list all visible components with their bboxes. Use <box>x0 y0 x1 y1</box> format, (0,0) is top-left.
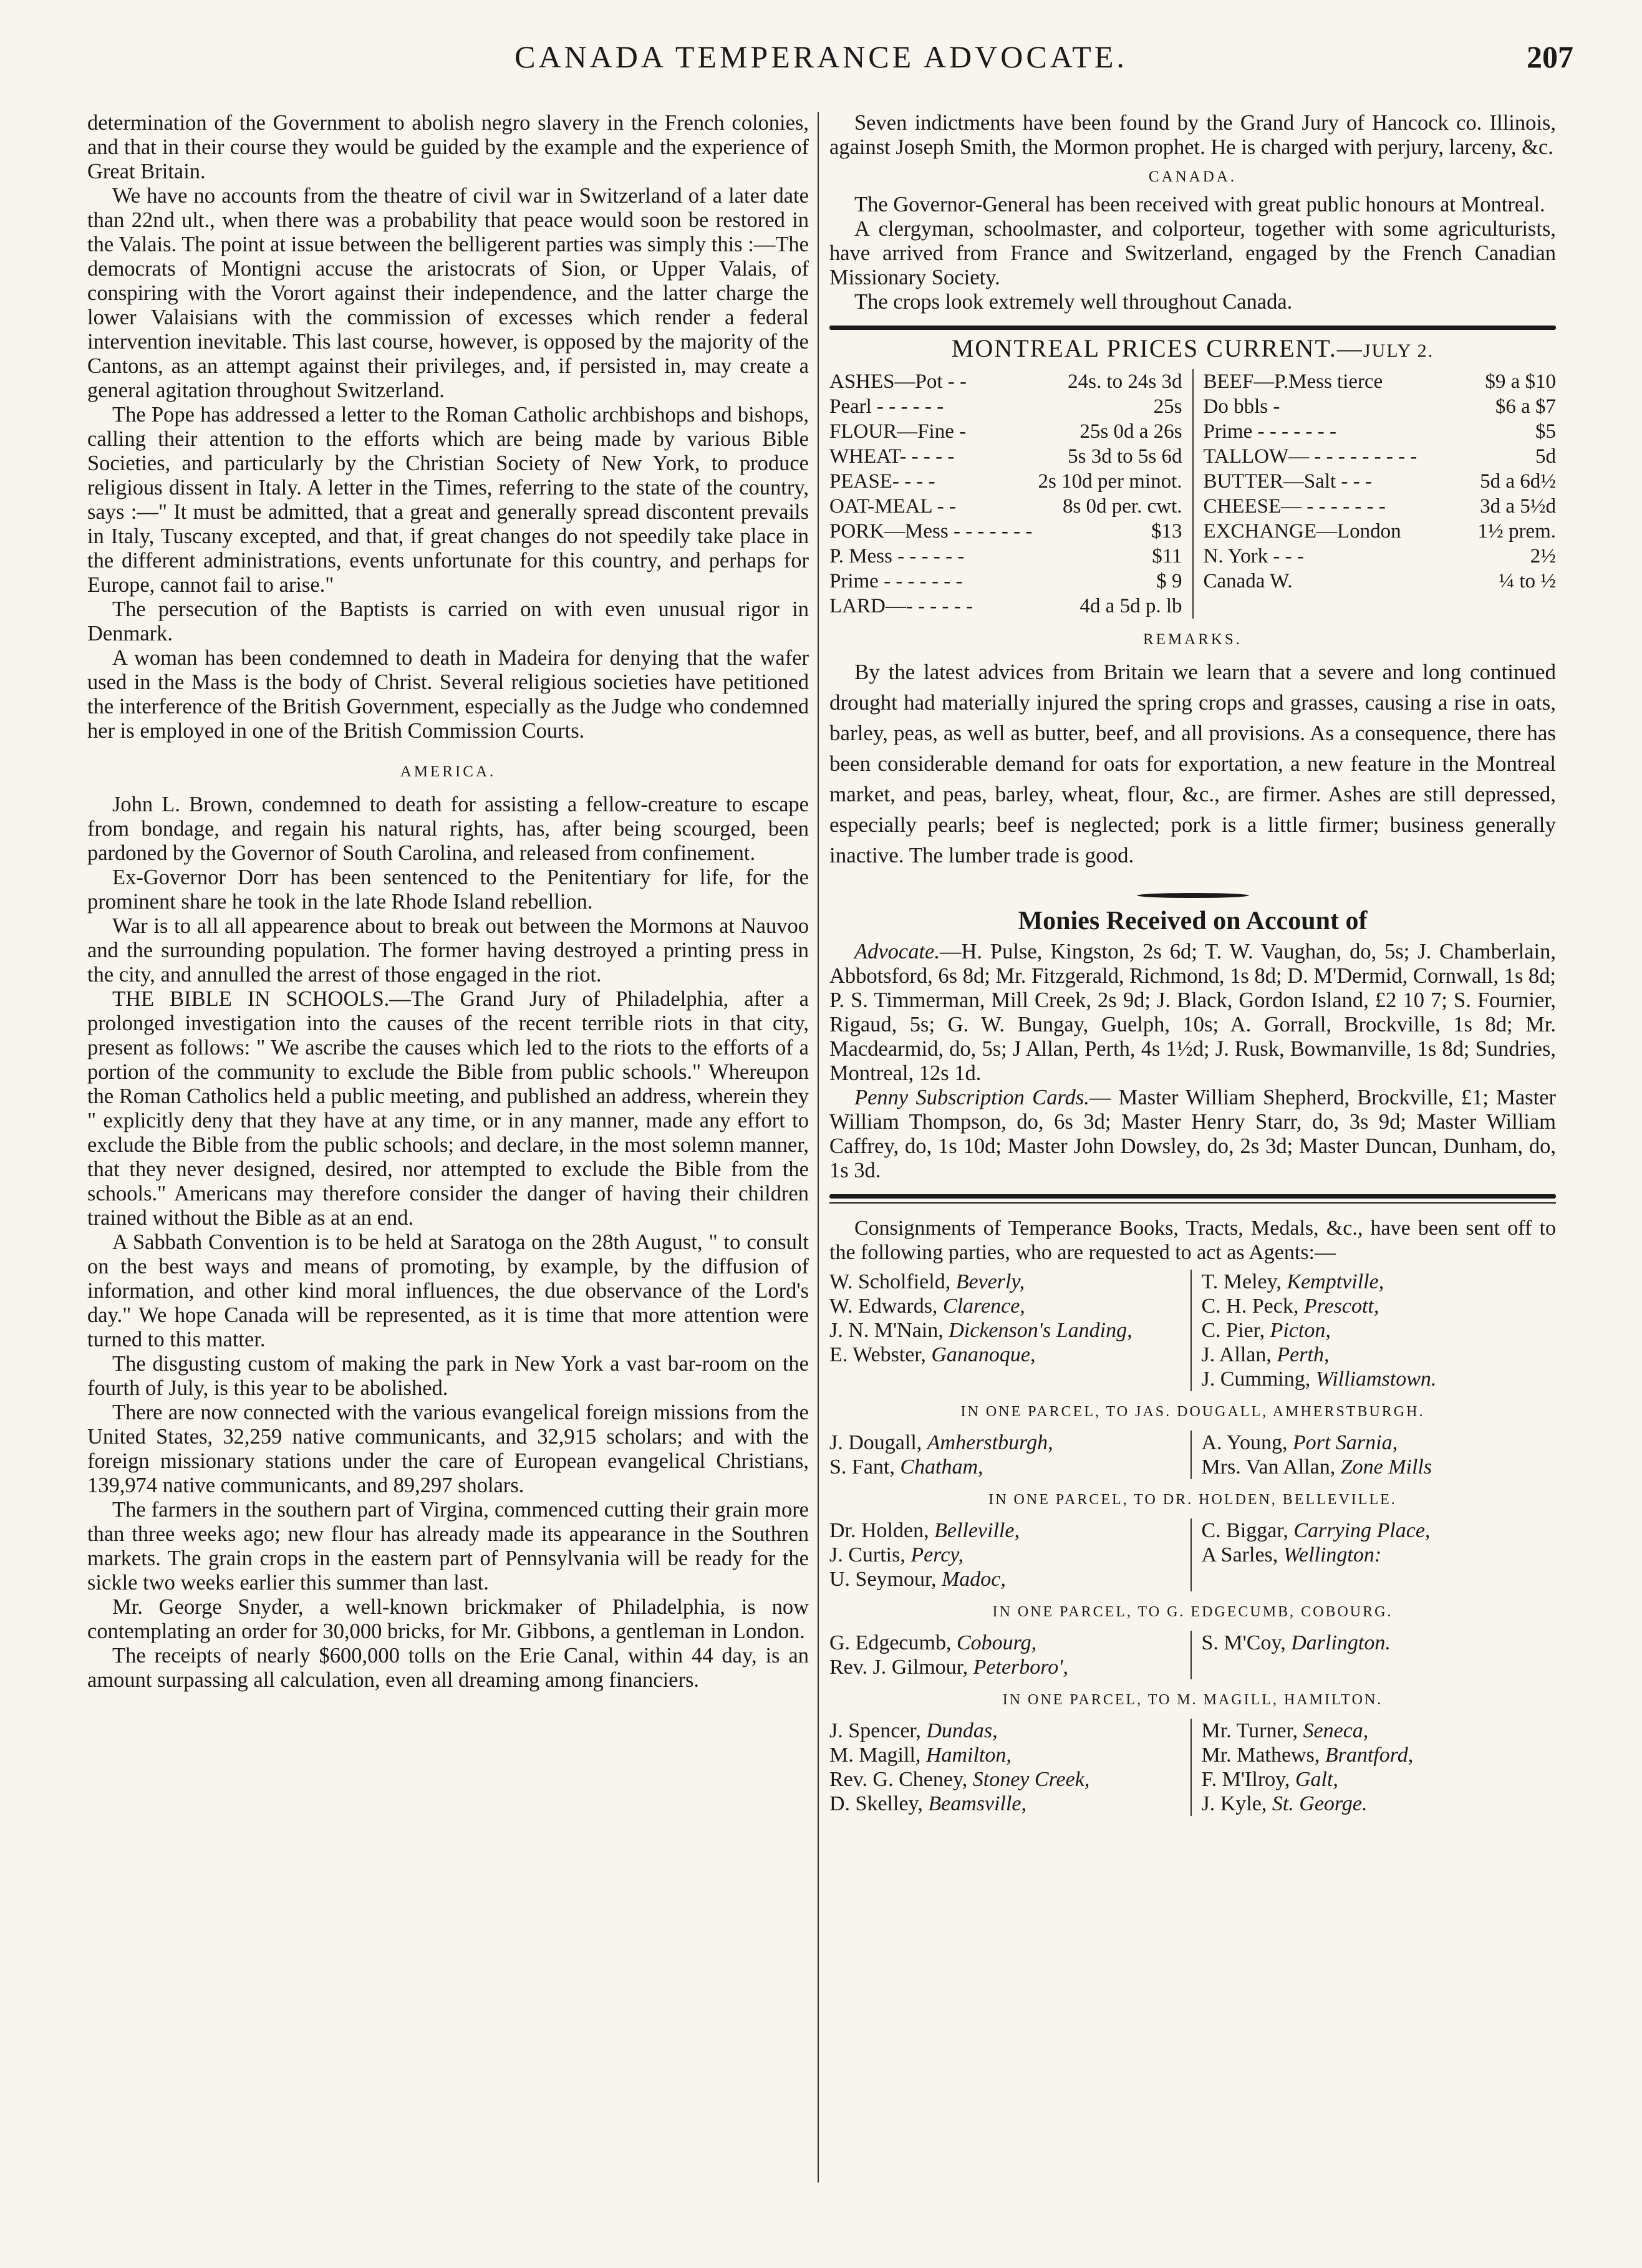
price-label: Pearl - - - - - - <box>829 395 944 418</box>
price-label: ASHES—Pot - - <box>829 370 967 393</box>
price-label: LARD—- - - - - - <box>829 595 973 617</box>
agent-entry <box>829 1719 1184 1743</box>
agent-column-left <box>829 1270 1192 1391</box>
agent-name: E. Webster, <box>829 1343 926 1366</box>
agent-name: F. M'Ilroy, <box>1201 1768 1290 1791</box>
agent-entry <box>829 1567 1184 1591</box>
agent-place: Prescott, <box>1303 1295 1379 1318</box>
agent-name: C. H. Peck, <box>1201 1295 1299 1318</box>
agent-entry <box>1202 1631 1557 1655</box>
agent-entry <box>1202 1318 1557 1343</box>
price-value: 5d a 6d½ <box>1480 470 1556 493</box>
agent-name: Dr. Holden, <box>829 1519 929 1542</box>
agent-entry <box>829 1294 1184 1318</box>
agent-place: Seneca, <box>1303 1719 1369 1742</box>
penny-label: Penny Subscription Cards. <box>854 1086 1089 1109</box>
price-label: PORK—Mess - - - - - - - <box>829 520 1033 543</box>
agent-place: Hamilton, <box>925 1744 1012 1767</box>
agent-group <box>829 1270 1556 1391</box>
agent-column-left <box>829 1631 1192 1679</box>
advocate-text: —H. Pulse, Kingston, 2s 6d; T. W. Vaughan, do, 5s; J. Chamberlain, Abbotsford, 6s 8d; Mr. Fitzgerald, Richmond, 1s 8d; D. M'Dermid, Cornwall, 1s 8d; P. S. Timmerman, Mill Creek, 2s 9d; J. Black, Gordon Island, £2 10 7; S. Fournier, Rigaud, 5s; G. W. Bungay, Guelph, 10s; A. Gorrall, Brockville, 1s 8d; Mr. Macdearmid, do, 5s; J Allan, Perth, 4s 1½d; J. Rusk, Bowmanville, 1s 8d; Sundries, Montreal, 12s 1d. <box>829 940 1556 1085</box>
agent-name: J. Dougall, <box>829 1431 922 1454</box>
price-label: BUTTER—Salt - - - <box>1203 470 1372 493</box>
monies-advocate <box>829 940 1556 1086</box>
agent-name: J. Cumming, <box>1201 1368 1311 1391</box>
news-paragraph: The Governor-General has been received with great public honours at Montreal. <box>854 193 1545 216</box>
price-row <box>1204 494 1557 519</box>
agent-entry <box>1202 1767 1557 1792</box>
price-label: OAT-MEAL - - <box>829 495 956 518</box>
agent-place: Darlington. <box>1291 1631 1391 1654</box>
price-row <box>829 444 1182 469</box>
agent-entry <box>829 1518 1184 1543</box>
agents-list <box>829 1270 1556 1816</box>
agent-entry <box>1202 1743 1557 1767</box>
agent-name: J. Curtis, <box>829 1543 906 1566</box>
agent-name: Mr. Turner, <box>1201 1719 1298 1742</box>
agent-name: W. Scholfield, <box>829 1270 951 1293</box>
agent-place: Peterboro', <box>973 1656 1069 1679</box>
agent-entry <box>829 1631 1184 1655</box>
agent-name: S. Fant, <box>829 1455 895 1479</box>
agent-name: Rev. G. Cheney, <box>829 1768 968 1791</box>
price-value: 8s 0d per. cwt. <box>1062 495 1182 518</box>
price-value: 24s. to 24s 3d <box>1068 370 1182 393</box>
agent-entry <box>829 1792 1184 1816</box>
agent-place: Percy, <box>910 1543 963 1566</box>
news-paragraph: War is to all all appearence about to break out between the Mormons at Nauvoo and the surrounding population. The former having destroyed a printing press in the city, and annulled the arrest of those engaged in the riot. <box>87 914 809 987</box>
agent-column-right <box>1192 1518 1557 1591</box>
agent-column-left <box>829 1719 1192 1816</box>
price-value: ¼ to ½ <box>1499 570 1556 592</box>
news-paragraph: The crops look extremely well throughout Canada. <box>854 290 1293 314</box>
price-label: TALLOW— - - - - - - - - - <box>1203 445 1417 468</box>
price-row <box>1204 544 1557 569</box>
agent-entry <box>1202 1270 1557 1294</box>
prices-right-column <box>1194 369 1557 619</box>
price-row <box>829 394 1182 419</box>
agent-name: W. Edwards, <box>829 1295 938 1318</box>
price-row <box>1204 394 1557 419</box>
agent-place: Picton, <box>1270 1319 1331 1342</box>
news-paragraph: A Sabbath Convention is to be held at Saratoga on the 28th August, " to consult on the best ways and means of promoting, by example, by the diffusion of information, and other kind moral influences, the due observance of the Lord's day." We hope Canada will be represented, as it is time that more attention were turned to this matter. <box>87 1230 809 1351</box>
news-paragraph: A woman has been condemned to death in Madeira for denying that the wafer used in the Mass is the body of Christ. Several religious societies have petitioned the interference of the British Government, especially as the Judge who condemned her is employed in one of the British Commission Courts. <box>87 646 809 743</box>
parcel-heading: IN ONE PARCEL, TO JAS. DOUGALL, AMHERSTBURGH. <box>960 1404 1425 1420</box>
agent-place: Williamstown. <box>1315 1368 1437 1391</box>
prices-table <box>829 369 1556 619</box>
agent-place: Madoc, <box>941 1568 1006 1591</box>
agent-column-right <box>1192 1431 1557 1479</box>
section-rule <box>829 326 1556 330</box>
agent-place: Cobourg, <box>956 1631 1037 1654</box>
price-value: 25s 0d a 26s <box>1079 420 1182 443</box>
price-label: EXCHANGE—London <box>1203 520 1401 543</box>
agent-column-right <box>1192 1719 1557 1816</box>
agent-place: Dundas, <box>926 1719 998 1742</box>
agent-name: G. Edgecumb, <box>829 1631 952 1654</box>
monies-title: Monies Received on Account of <box>1018 907 1368 935</box>
agent-entry <box>1202 1518 1557 1543</box>
price-value: $9 a $10 <box>1485 370 1556 393</box>
news-paragraph: We have no accounts from the theatre of civil war in Switzerland of a later date than 22nd ult., when there was a probability that peace would soon be restored in the Valais. The point at issue between the belligerent parties was simply this :—The democrats of Montigni accuse the aristocrats of Sion, or Upper Valais, of conspiring with the Vorort against their independence, and the latter charge the lower Valaisians with the commission of excesses which render a federal intervention inevitable. This last course, however, is opposed by the majority of the Cantons, as an attempt against their privileges, and, if persisted in, may create a general agitation throughout Switzerland. <box>87 184 809 402</box>
advocate-label: Advocate. <box>854 940 940 963</box>
price-value: 4d a 5d p. lb <box>1079 595 1182 617</box>
right-column <box>829 111 1556 1822</box>
price-label: N. York - - - <box>1203 545 1304 567</box>
news-paragraph: The farmers in the southern part of Virgina, commenced cutting their grain more than three weeks ago; new flour has already made its appearance in the Southren markets. The grain crops in the eastern part of Pennsylvania will be ready for the sickle two weeks earlier this summer than last. <box>87 1498 809 1595</box>
agent-entry <box>1202 1792 1557 1816</box>
price-row <box>1204 419 1557 444</box>
agent-place: Dickenson's Landing, <box>949 1319 1132 1342</box>
agent-place: Brantford, <box>1325 1744 1414 1767</box>
agent-column-left <box>829 1518 1192 1591</box>
remarks-text: By the latest advices from Britain we learn that a severe and long continued drought had materially injured the spring crops and grasses, causing a rise in oats, barley, peas, as well as butter, beef, and all provisions. As a consequence, there has been considerable demand for oats for exportation, a new feature in the Montreal market, and peas, barley, wheat, flour, &c., are firmer. Ashes are still depressed, especially pearls; beef is neglected; pork is a little firmer; business generally inactive. The lumber trade is good. <box>829 660 1556 867</box>
price-row <box>829 419 1182 444</box>
agent-place: Zone Mills <box>1340 1455 1432 1479</box>
price-value: 2s 10d per minot. <box>1038 470 1182 493</box>
price-row <box>1204 369 1557 394</box>
page-number: 207 <box>1527 39 1573 74</box>
news-paragraph: There are now connected with the various evangelical foreign missions from the United States, 32,259 native communicants, and 32,915 scholars; and with the foreign missionary stations under the care of European evangelical Christians, 139,974 native communicants, and 89,297 sholars. <box>87 1401 809 1497</box>
agent-entry <box>829 1767 1184 1792</box>
agent-name: J. Spencer, <box>829 1719 921 1742</box>
agent-entry <box>1202 1367 1557 1391</box>
agent-column-right <box>1192 1270 1557 1391</box>
agent-entry <box>1202 1455 1557 1479</box>
agent-group <box>829 1518 1556 1591</box>
agent-place: Clarence, <box>942 1295 1025 1318</box>
agent-entry <box>1202 1543 1557 1567</box>
agent-name: Rev. J. Gilmour, <box>829 1656 968 1679</box>
price-label: Prime - - - - - - - <box>829 570 963 592</box>
price-row <box>829 469 1182 494</box>
running-title: CANADA TEMPERANCE ADVOCATE. <box>514 39 1128 74</box>
agent-entry <box>1202 1719 1557 1743</box>
news-paragraph: The persecution of the Baptists is carried on with even unusual rigor in Denmark. <box>87 597 809 645</box>
price-row <box>829 594 1182 619</box>
agent-name: M. Magill, <box>829 1744 921 1767</box>
price-row <box>1204 569 1557 594</box>
ornamental-rule <box>1137 893 1249 898</box>
price-row <box>1204 444 1557 469</box>
price-label: FLOUR—Fine - <box>829 420 967 443</box>
agent-place: Port Sarnia, <box>1292 1431 1398 1454</box>
left-column <box>87 111 809 1692</box>
price-value: 5d <box>1535 445 1556 468</box>
agent-name: J. Kyle, <box>1201 1792 1267 1815</box>
price-label: Prime - - - - - - - <box>1203 420 1337 443</box>
agent-entry <box>1202 1294 1557 1318</box>
agent-name: C. Biggar, <box>1201 1519 1288 1542</box>
price-label: WHEAT- - - - - <box>829 445 955 468</box>
price-value: $11 <box>1152 545 1182 567</box>
agent-group <box>829 1431 1556 1479</box>
section-rule-thin <box>829 1202 1556 1204</box>
price-label: PEASE- - - - <box>829 470 935 493</box>
page-header <box>69 39 1573 89</box>
agent-entry <box>829 1543 1184 1567</box>
agent-place: Perth, <box>1277 1343 1330 1366</box>
agent-name: D. Skelley, <box>829 1792 923 1815</box>
price-value: 25s <box>1153 395 1182 418</box>
agent-name: C. Pier, <box>1201 1319 1265 1342</box>
price-row <box>1204 519 1557 544</box>
price-value: 3d a 5½d <box>1480 495 1556 518</box>
price-value: $ 9 <box>1156 570 1182 592</box>
agent-entry <box>829 1343 1184 1367</box>
price-value: $6 a $7 <box>1495 395 1556 418</box>
agent-entry <box>829 1655 1184 1679</box>
price-value: 5s 3d to 5s 6d <box>1068 445 1182 468</box>
prices-left-column <box>829 369 1194 619</box>
agent-entry <box>1202 1431 1557 1455</box>
price-row <box>829 494 1182 519</box>
column-divider <box>818 112 819 2183</box>
agent-column-left <box>829 1431 1192 1479</box>
parcel-heading: IN ONE PARCEL, TO DR. HOLDEN, BELLEVILLE. <box>988 1492 1397 1508</box>
price-value: 2½ <box>1530 545 1556 567</box>
agent-name: Mr. Mathews, <box>1201 1744 1320 1767</box>
parcel-heading: IN ONE PARCEL, TO G. EDGECUMB, COBOURG. <box>992 1604 1393 1620</box>
agent-entry <box>829 1431 1184 1455</box>
agent-place: Amherstburgh, <box>927 1431 1053 1454</box>
price-label: CHEESE— - - - - - - - <box>1203 495 1386 518</box>
news-paragraph: A clergyman, schoolmaster, and colporteur, together with some agriculturists, have arrived from France and Switzerland, engaged by the French Canadian Missionary Society. <box>829 217 1556 289</box>
price-row <box>829 369 1182 394</box>
price-value: $5 <box>1535 420 1556 443</box>
agent-column-right <box>1192 1631 1557 1679</box>
agent-place: Belleville, <box>934 1519 1020 1542</box>
price-label: P. Mess - - - - - - <box>829 545 965 567</box>
news-paragraph: determination of the Government to abolish negro slavery in the French colonies, and that in their course they would be guided by the example and the experience of Great Britain. <box>87 111 809 183</box>
agent-name: U. Seymour, <box>829 1568 937 1591</box>
agent-entry <box>829 1318 1184 1343</box>
news-paragraph: Mr. George Snyder, a well-known brickmaker of Philadelphia, is now contemplating an order for 30,000 bricks, for Mr. Gibbons, a gentleman in London. <box>87 1595 809 1643</box>
agent-entry <box>829 1743 1184 1767</box>
prices-title-text: MONTREAL PRICES CURRENT.— <box>951 334 1363 362</box>
canada-heading: CANADA. <box>1148 168 1237 185</box>
price-row <box>829 569 1182 594</box>
agent-name: T. Meley, <box>1201 1270 1282 1293</box>
agent-place: St. George. <box>1272 1792 1368 1815</box>
agent-place: Carrying Place, <box>1293 1519 1431 1542</box>
agent-entry <box>829 1270 1184 1294</box>
agent-name: A Sarles, <box>1201 1543 1278 1566</box>
news-paragraph: THE BIBLE IN SCHOOLS.—The Grand Jury of Philadelphia, after a prolonged investigation into the causes of the recent terrible riots in that city, present as follows: " We ascribe the causes which led to the riots to the efforts of a portion of the community to exclude the Bible from public schools." Whereupon the Roman Catholics held a public meeting, and published an address, wherein they " explicitly deny that they have at any time, or in any manner, made any effort to exclude the Bible from the public schools; and declare, in the most solemn manner, that they never designed, desired, nor attempted to exclude the Bible from the schools." Americans may therefore consider the danger of having their children trained without the Bible as at an end. <box>87 987 809 1230</box>
agent-name: J. Allan, <box>1201 1343 1272 1366</box>
penny-text: — Master William Shepherd, Brockville, £1; Master William Thompson, do, 6s 3d; Master Henry Starr, do, 3s 9d; Master William Caffrey, do, 1s 10d; Master John Dowsley, do, 2s 3d; Master Duncan, Dunham, do, 1s 3d. <box>829 1086 1556 1182</box>
news-paragraph: John L. Brown, condemned to death for assisting a fellow-creature to escape from bondage, and regain his natural rights, has, after being scourged, been pardoned by the Governor of South Carolina, and released from confinement. <box>87 793 809 865</box>
monies-penny <box>829 1086 1556 1183</box>
agent-place: Beamsville, <box>928 1792 1027 1815</box>
price-row <box>1204 469 1557 494</box>
news-paragraph: The receipts of nearly $600,000 tolls on the Erie Canal, within 44 day, is an amount surpassing all calculation, even all dreaming among financiers. <box>87 1644 809 1692</box>
agent-entry <box>829 1455 1184 1479</box>
america-heading: AMERICA. <box>400 763 496 780</box>
agent-place: Beverly, <box>955 1270 1025 1293</box>
agent-name: Mrs. Van Allan, <box>1201 1455 1336 1479</box>
agent-place: Galt, <box>1295 1768 1338 1791</box>
agent-name: A. Young, <box>1201 1431 1288 1454</box>
prices-title <box>829 336 1556 363</box>
agent-group <box>829 1631 1556 1679</box>
news-paragraph: Seven indictments have been found by the Grand Jury of Hancock co. Illinois, against Joseph Smith, the Mormon prophet. He is charged with perjury, larceny, &c. <box>829 111 1556 159</box>
agent-place: Kemptville, <box>1287 1270 1384 1293</box>
price-label: Canada W. <box>1203 570 1293 592</box>
agent-place: Wellington: <box>1283 1543 1382 1566</box>
agent-group <box>829 1719 1556 1816</box>
section-rule <box>829 1194 1556 1199</box>
consignments-intro: Consignments of Temperance Books, Tracts, Medals, &c., have been sent off to the following parties, who are requested to act as Agents:— <box>829 1217 1556 1264</box>
price-value: $13 <box>1151 520 1182 543</box>
price-row <box>829 544 1182 569</box>
price-label: Do bbls - <box>1203 395 1280 418</box>
parcel-heading: IN ONE PARCEL, TO M. MAGILL, HAMILTON. <box>1002 1692 1383 1708</box>
agent-name: J. N. M'Nain, <box>829 1319 944 1342</box>
price-label: BEEF—P.Mess tierce <box>1203 370 1383 393</box>
price-value: 1½ prem. <box>1477 520 1556 543</box>
news-paragraph: The Pope has addressed a letter to the Roman Catholic archbishops and bishops, calling their attention to the efforts which are being made by various Bible Societies, and particularly by the Christian Society of New York, to produce religious dissent in Italy. A letter in the Times, referring to the state of the country, says :—" It must be admitted, that a great and generally spread discontent prevails in Italy, Tuscany excepted, and that, if great changes do not speedily take place in the different administrations, events unfortunate for this country, and perhaps for Europe, cannot fail to arise." <box>87 403 809 597</box>
agent-place: Stoney Creek, <box>972 1768 1090 1791</box>
prices-date: JULY 2. <box>1363 340 1434 361</box>
agent-place: Gananoque, <box>931 1343 1036 1366</box>
news-paragraph: Ex-Governor Dorr has been sentenced to the Penitentiary for life, for the prominent share he took in the late Rhode Island rebellion. <box>87 866 809 914</box>
price-row <box>829 519 1182 544</box>
agent-entry <box>1202 1343 1557 1367</box>
news-paragraph: The disgusting custom of making the park in New York a vast bar-room on the fourth of July, is this year to be abolished. <box>87 1352 809 1400</box>
agent-place: Chatham, <box>900 1455 983 1479</box>
remarks-heading: REMARKS. <box>1142 631 1243 648</box>
agent-name: S. M'Coy, <box>1201 1631 1286 1654</box>
